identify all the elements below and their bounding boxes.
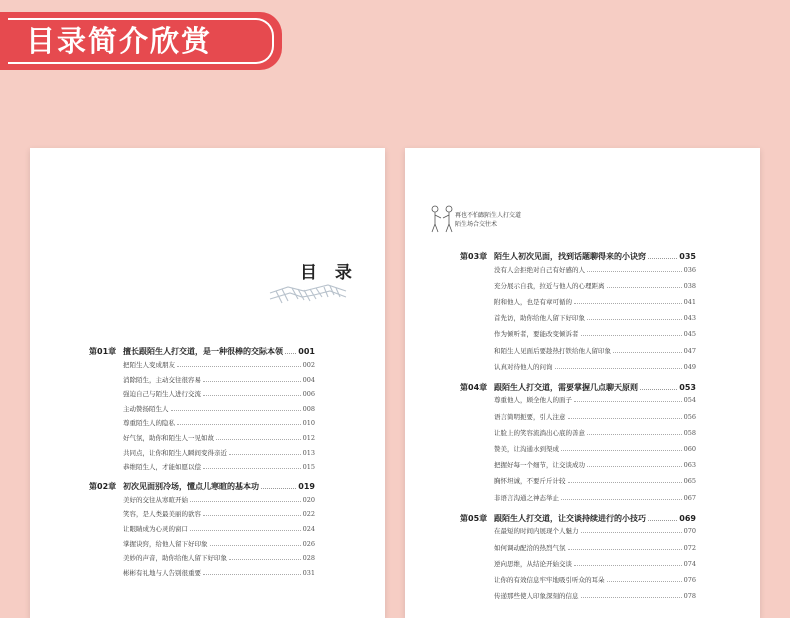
section-row xyxy=(494,460,696,469)
dot-leader xyxy=(613,352,682,353)
handshake-icon xyxy=(268,279,348,307)
dot-leader xyxy=(587,434,682,435)
section-page: 067 xyxy=(683,493,696,502)
section-page: 047 xyxy=(683,346,696,355)
dot-leader xyxy=(574,401,682,402)
section-page: 024 xyxy=(302,525,315,533)
section-page: 002 xyxy=(302,361,315,369)
section-title: 让眼睛成为心灵的窗口 xyxy=(123,525,188,533)
dot-leader xyxy=(285,353,296,354)
dot-leader xyxy=(648,520,677,521)
chapter-page: 035 xyxy=(679,252,696,261)
chapter-row xyxy=(460,513,696,524)
dot-leader xyxy=(229,559,301,560)
chapter-page: 069 xyxy=(679,513,696,523)
section-title: 在最短的时间内展现个人魅力 xyxy=(494,527,579,536)
chapter-page: 053 xyxy=(679,382,696,392)
section-title: 消除陌生，主动交往很容易 xyxy=(123,375,201,384)
section-title: 美妙的声音，助你给他人留下好印象 xyxy=(123,554,227,563)
section-page: 078 xyxy=(683,592,696,601)
section-page: 012 xyxy=(302,434,315,442)
section-title: 如何调动配洽的热烈气氛 xyxy=(494,543,566,552)
section-page: 043 xyxy=(683,314,696,323)
section-title: 充分展示自我，拉近与他人的心理距离 xyxy=(494,281,605,290)
section-row xyxy=(494,362,696,371)
dot-leader xyxy=(190,530,301,531)
dot-leader xyxy=(574,303,682,304)
chapter-title: 跟陌生人打交道，需要掌握几点聊天原则 xyxy=(494,382,638,392)
section-title: 恭维陌生人，才能如愿以偿 xyxy=(123,463,201,472)
chapter-page: 001 xyxy=(298,347,315,356)
section-row xyxy=(123,375,315,384)
section-row xyxy=(494,493,696,502)
right-book-page xyxy=(405,148,760,618)
section-page: 076 xyxy=(683,575,696,584)
section-row xyxy=(494,526,696,535)
section-page: 004 xyxy=(302,375,315,384)
chapter-row xyxy=(89,346,315,357)
section-page: 063 xyxy=(683,461,696,470)
section-title: 好气氛，助你和陌生人一见如故 xyxy=(123,434,214,442)
section-row xyxy=(494,575,696,584)
dot-leader xyxy=(607,581,682,582)
chapter-row xyxy=(460,251,696,262)
section-row xyxy=(494,559,696,568)
section-row xyxy=(494,281,696,290)
series-title-line2: 陌生场合交往术 xyxy=(455,221,498,228)
section-title: 美好的交往从寒暄开始 xyxy=(123,495,188,504)
section-row xyxy=(494,297,696,306)
dot-leader xyxy=(561,499,682,500)
dot-leader xyxy=(587,319,682,320)
section-title: 赞美，让沟通水到渠成 xyxy=(494,445,559,453)
section-row xyxy=(123,539,315,548)
section-page: 013 xyxy=(302,448,315,457)
section-title: 共同点，让你和陌生人瞬间变得亲近 xyxy=(123,448,227,457)
section-page: 056 xyxy=(683,412,696,421)
section-page: 054 xyxy=(683,396,696,405)
section-title: 认真对待他人的问询 xyxy=(494,362,553,371)
section-row xyxy=(494,476,696,485)
dot-leader xyxy=(568,482,682,483)
section-row xyxy=(494,591,696,600)
dot-leader xyxy=(190,501,301,502)
section-row xyxy=(494,265,696,274)
chapter-number: 第05章 xyxy=(460,513,488,523)
dot-leader xyxy=(203,515,301,516)
chapter-number: 第02章 xyxy=(89,481,117,491)
section-title: 把陌生人变成朋友 xyxy=(123,361,175,369)
section-page: 065 xyxy=(683,477,696,486)
section-row xyxy=(123,448,315,457)
section-title: 传递那些使人印象深刻的信息 xyxy=(494,592,579,601)
section-title: 首先访，助你给他人留下好印象 xyxy=(494,314,585,323)
section-title: 非语言沟通之神态举止 xyxy=(494,493,559,502)
dot-leader xyxy=(203,468,301,469)
section-title: 让脸上的笑容流淌出心底的善意 xyxy=(494,428,585,437)
dot-leader xyxy=(229,454,301,455)
section-page: 041 xyxy=(683,297,696,306)
toc-title: 目 录 xyxy=(300,263,358,283)
dot-leader xyxy=(177,366,301,367)
dot-leader xyxy=(568,549,682,550)
section-title: 和陌生人见面后要趁热打铁给他人留印象 xyxy=(494,346,611,355)
dot-leader xyxy=(568,418,682,419)
section-page: 038 xyxy=(683,281,696,290)
section-title: 逆向思维，从结论开始交谈 xyxy=(494,559,572,568)
section-page: 074 xyxy=(683,559,696,568)
section-title: 让你的有效信息牢牢地吸引听众的耳朵 xyxy=(494,575,605,584)
section-title: 附和他人，也是有章可循的 xyxy=(494,297,572,306)
section-title: 强迫自己与陌生人进行交流 xyxy=(123,390,201,399)
section-page: 008 xyxy=(302,404,315,413)
section-row xyxy=(123,389,315,398)
dot-leader xyxy=(210,545,301,546)
chapter-row xyxy=(89,481,315,492)
section-row xyxy=(494,444,696,453)
section-title: 作为倾听者，要能改变倾诉者 xyxy=(494,330,579,339)
chapter-number: 第04章 xyxy=(460,382,488,392)
section-title: 笑容，是人类最美丽的欲容 xyxy=(123,510,201,519)
section-row xyxy=(494,412,696,421)
section-title: 尊重他人，顾全他人的面子 xyxy=(494,396,572,405)
section-row xyxy=(123,360,315,369)
section-page: 060 xyxy=(683,445,696,453)
section-page: 070 xyxy=(683,527,696,536)
dot-leader xyxy=(261,488,296,489)
section-row xyxy=(494,313,696,322)
section-title: 胸怀坦诚，不要斤斤计较 xyxy=(494,477,566,486)
section-row xyxy=(123,568,315,577)
section-row xyxy=(123,404,315,413)
section-row xyxy=(123,462,315,471)
section-title: 没有人会拒绝对自己有好感的人 xyxy=(494,265,585,274)
series-title xyxy=(455,211,521,229)
section-page: 026 xyxy=(302,539,315,548)
section-page: 031 xyxy=(302,568,315,577)
header-banner xyxy=(0,12,282,70)
dot-leader xyxy=(640,389,677,390)
dot-leader xyxy=(581,532,682,533)
chapter-number: 第01章 xyxy=(89,347,117,356)
chapter-title: 擅长跟陌生人打交道，是一种很棒的交际本领 xyxy=(123,347,283,356)
section-title: 掌握诀窍，给他人留下好印象 xyxy=(123,539,208,548)
section-row xyxy=(123,524,315,533)
chapter-title: 初次见面别冷场，懂点儿寒暄的基本功 xyxy=(123,481,259,491)
section-title: 把握好每一个细节，让交谈成功 xyxy=(494,461,585,470)
section-row xyxy=(123,509,315,518)
section-page: 015 xyxy=(302,463,315,472)
section-title: 尊重陌生人的隐私 xyxy=(123,419,175,428)
dot-leader xyxy=(648,258,677,259)
section-page: 036 xyxy=(683,265,696,274)
section-page: 058 xyxy=(683,428,696,437)
section-row xyxy=(123,553,315,562)
dot-leader xyxy=(587,271,682,272)
section-page: 045 xyxy=(683,330,696,339)
chapter-title: 陌生人初次见面，找到话题聊得来的小诀窍 xyxy=(494,252,646,261)
dot-leader xyxy=(607,287,682,288)
dot-leader xyxy=(581,335,682,336)
section-title: 语言简明扼要，引人注意 xyxy=(494,412,566,421)
section-row xyxy=(494,329,696,338)
dot-leader xyxy=(216,439,301,440)
section-row xyxy=(494,395,696,404)
dot-leader xyxy=(581,597,682,598)
dot-leader xyxy=(561,450,682,451)
chapter-number: 第03章 xyxy=(460,252,488,261)
section-page: 072 xyxy=(683,543,696,552)
dot-leader xyxy=(177,424,301,425)
section-page: 020 xyxy=(302,495,315,504)
section-page: 028 xyxy=(302,554,315,563)
chapter-title: 跟陌生人打交道，让交谈持续进行的小技巧 xyxy=(494,513,646,523)
dot-leader xyxy=(203,574,301,575)
left-book-page xyxy=(30,148,385,618)
section-row xyxy=(494,346,696,355)
dot-leader xyxy=(574,565,682,566)
section-page: 022 xyxy=(302,510,315,519)
section-row xyxy=(494,543,696,552)
section-page: 049 xyxy=(683,362,696,371)
chapter-row xyxy=(460,382,696,393)
section-page: 006 xyxy=(302,390,315,399)
section-title: 彬彬有礼地与人告别很重要 xyxy=(123,568,201,577)
dot-leader xyxy=(203,395,301,396)
section-row xyxy=(494,428,696,437)
dot-leader xyxy=(203,381,301,382)
people-illustration-icon xyxy=(429,204,455,234)
section-title: 主动赞扬陌生人 xyxy=(123,404,169,413)
banner-title: 目录简介欣赏 xyxy=(26,24,213,58)
dot-leader xyxy=(587,466,682,467)
section-page: 010 xyxy=(302,419,315,428)
section-row xyxy=(123,433,315,442)
section-row xyxy=(123,495,315,504)
series-title-line1: 再也不怕跟陌生人打交道 xyxy=(455,212,522,219)
section-row xyxy=(123,418,315,427)
dot-leader xyxy=(555,368,682,369)
chapter-page: 019 xyxy=(298,481,315,491)
dot-leader xyxy=(171,410,301,411)
